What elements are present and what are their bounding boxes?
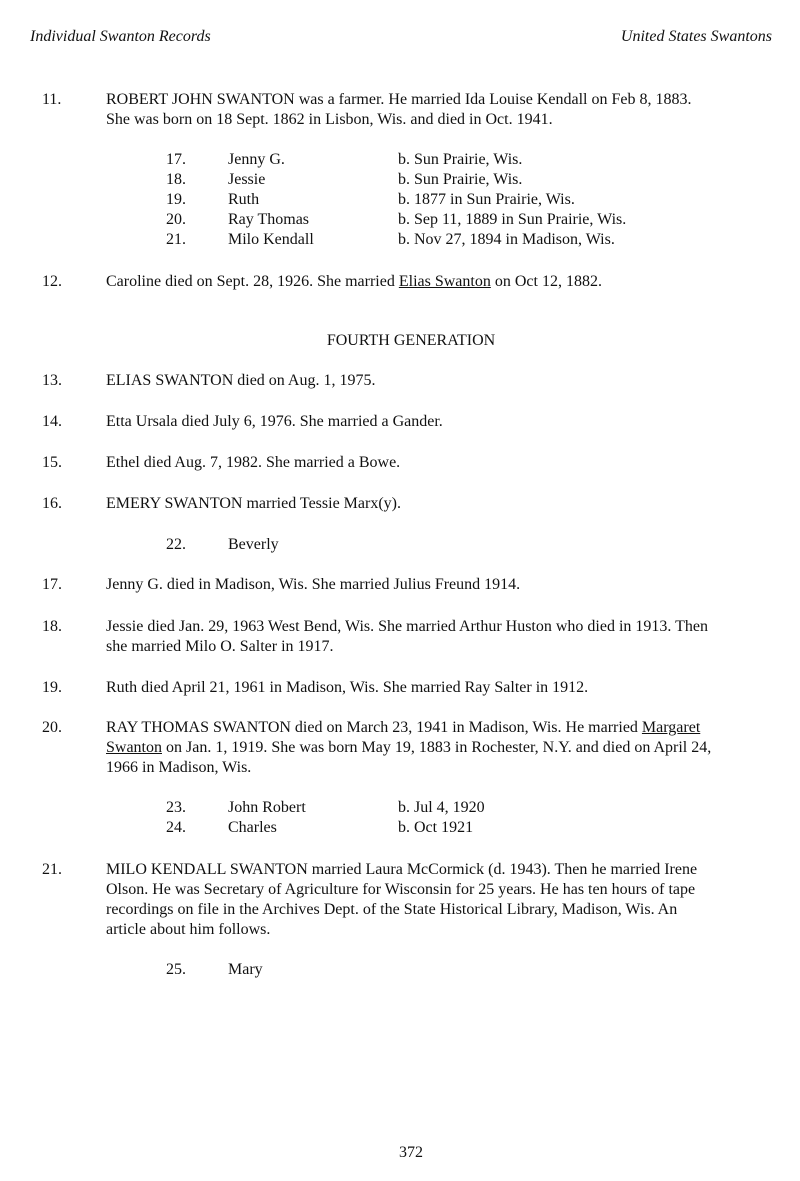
child-name: Ruth (228, 191, 260, 208)
entry-14 (42, 412, 780, 432)
child-name: Jessie (228, 171, 266, 188)
entry-text: Caroline died on Sept. 28, 1926. She married (106, 273, 399, 290)
child-birth: b. Nov 27, 1894 in Madison, Wis. (398, 231, 615, 248)
child-number: 17. (166, 151, 186, 168)
entry-text-line: ROBERT JOHN SWANTON was a farmer. He married Ida Louise Kendall on Feb 8, 1883. (106, 91, 692, 108)
child-birth: b. Jul 4, 1920 (398, 799, 485, 816)
entry-text-line: Olson. He was Secretary of Agriculture for Wisconsin for 25 years. He has ten hours of tape (106, 881, 696, 898)
entry-number: 18. (42, 618, 62, 635)
child-number: 25. (166, 961, 186, 978)
child-name: Beverly (228, 536, 279, 553)
entry-15 (42, 453, 780, 473)
cross-reference: Elias Swanton (398, 273, 491, 290)
child-name: Ray Thomas (228, 211, 310, 228)
entry-text: on Oct 12, 1882. (490, 273, 602, 290)
child-birth: b. Oct 1921 (398, 819, 474, 836)
running-header-left: Individual Swanton Records (30, 28, 211, 45)
entry-number: 17. (42, 576, 62, 593)
entry-number: 12. (42, 273, 62, 290)
running-header-right: United States Swantons (620, 28, 772, 45)
child-name: John Robert (228, 799, 306, 816)
child-number: 23. (166, 799, 186, 816)
entry-text-line: article about him follows. (106, 921, 271, 938)
child-row (0, 170, 800, 190)
child-row (0, 818, 800, 838)
child-birth: b. Sep 11, 1889 in Sun Prairie, Wis. (398, 211, 627, 228)
child-name: Jenny G. (228, 151, 285, 168)
child-name: Mary (228, 961, 263, 978)
entry-13 (42, 371, 780, 391)
entry-text: Ethel died Aug. 7, 1982. She married a Bowe. (106, 454, 401, 471)
entry-number: 16. (42, 495, 62, 512)
entry-number: 21. (42, 861, 62, 878)
generation-heading: FOURTH GENERATION (326, 332, 496, 349)
entry-text: Ruth died April 21, 1961 in Madison, Wis. She married Ray Salter in 1912. (106, 679, 589, 696)
entry-text-line: MILO KENDALL SWANTON married Laura McCormick (d. 1943). Then he married Irene (106, 861, 698, 878)
entry-16 (42, 494, 780, 514)
entry-number: 19. (42, 679, 62, 696)
child-row (0, 535, 800, 555)
entry-text-line: she married Milo O. Salter in 1917. (106, 638, 334, 655)
entry-text: Jenny G. died in Madison, Wis. She married Julius Freund 1914. (106, 576, 521, 593)
cross-reference: Swanton (106, 739, 162, 756)
entry-20 (42, 718, 780, 778)
entry-text: ELIAS SWANTON died on Aug. 1, 1975. (106, 372, 376, 389)
child-row (0, 190, 800, 210)
entry-17 (42, 575, 780, 595)
entry-text-line: recordings on file in the Archives Dept. of the State Historical Library, Madison, Wis. An (106, 901, 678, 918)
child-row (0, 150, 800, 170)
child-row (0, 798, 800, 818)
child-row (0, 210, 800, 230)
entry-text: on Jan. 1, 1919. She was born May 19, 1883 in Rochester, N.Y. and died on April 24, (162, 739, 712, 756)
child-name: Charles (228, 819, 277, 836)
entry-number: 13. (42, 372, 62, 389)
child-row (0, 230, 800, 250)
entry-number: 20. (42, 719, 62, 736)
entry-number: 11. (42, 91, 62, 108)
child-name: Milo Kendall (228, 231, 314, 248)
entry-text-line: 1966 in Madison, Wis. (106, 759, 252, 776)
child-birth: b. Sun Prairie, Wis. (398, 151, 523, 168)
entry-text-line: Jessie died Jan. 29, 1963 West Bend, Wis. She married Arthur Huston who died in 1913. Then (106, 618, 709, 635)
entry-text: Etta Ursala died July 6, 1976. She married a Gander. (106, 413, 443, 430)
child-number: 19. (166, 191, 186, 208)
entry-21 (42, 860, 780, 940)
entry-18 (42, 617, 780, 657)
cross-reference: Margaret (641, 719, 701, 736)
entry-number: 14. (42, 413, 62, 430)
entry-text: EMERY SWANTON married Tessie Marx(y). (106, 495, 401, 512)
child-number: 22. (166, 536, 186, 553)
child-row (0, 960, 800, 980)
page-number: 372 (399, 1144, 423, 1161)
child-number: 18. (166, 171, 186, 188)
child-number: 21. (166, 231, 186, 248)
child-birth: b. Sun Prairie, Wis. (398, 171, 523, 188)
entry-19 (42, 678, 780, 698)
entry-12 (42, 272, 780, 292)
entry-text-line: She was born on 18 Sept. 1862 in Lisbon, Wis. and died in Oct. 1941. (106, 111, 553, 128)
child-birth: b. 1877 in Sun Prairie, Wis. (398, 191, 575, 208)
child-number: 24. (166, 819, 186, 836)
entry-number: 15. (42, 454, 62, 471)
entry-11 (42, 90, 780, 130)
entry-text: RAY THOMAS SWANTON died on March 23, 1941 in Madison, Wis. He married (106, 719, 642, 736)
child-number: 20. (166, 211, 186, 228)
